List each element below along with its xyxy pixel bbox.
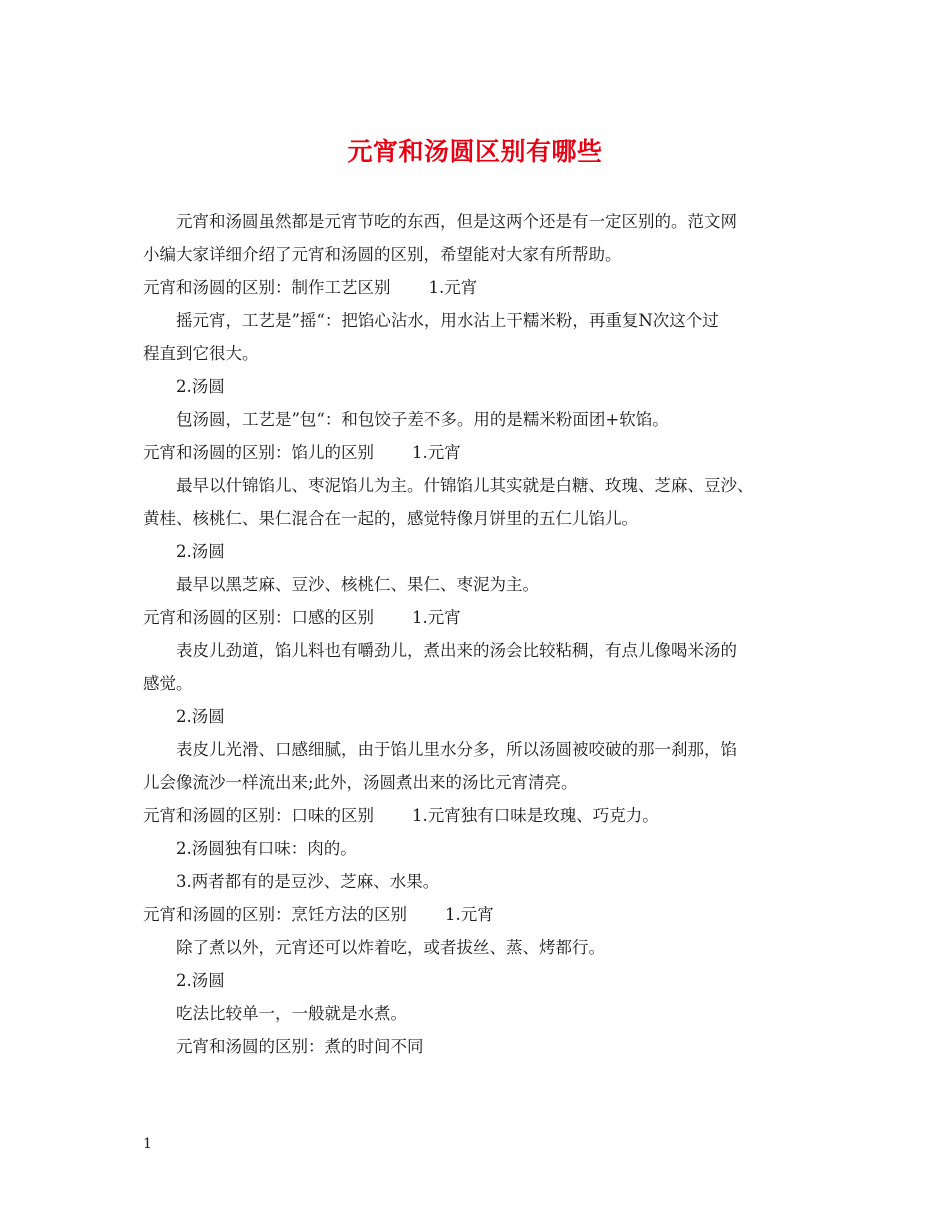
section-heading: 元宵和汤圆的区别：煮的时间不同 bbox=[176, 1037, 424, 1056]
paragraph-line: 除了煮以外，元宵还可以炸着吃，或者拔丝、蒸、烤都行。 bbox=[176, 938, 605, 957]
section-heading-line bbox=[143, 601, 823, 634]
sub-item: 1.元宵 bbox=[445, 905, 494, 924]
paragraph-line: 吃法比较单一，一般就是水煮。 bbox=[176, 1004, 407, 1023]
paragraph-line: 包汤圆，工艺是”包“：和包饺子差不多。用的是糯米粉面团+软馅。 bbox=[176, 410, 669, 429]
section-heading-line bbox=[143, 271, 823, 304]
paragraph-line: 程直到它很大。 bbox=[143, 344, 259, 363]
sub-item: 2.汤圆 bbox=[176, 707, 225, 726]
paragraph-line: 元宵和汤圆虽然都是元宵节吃的东西，但是这两个还是有一定区别的。范文网 bbox=[176, 212, 737, 231]
sub-item: 1.元宵 bbox=[412, 608, 461, 627]
sub-item: 2.汤圆 bbox=[176, 377, 225, 396]
paragraph-line: 表皮儿光滑、口感细腻，由于馅儿里水分多，所以汤圆被咬破的那一刹那，馅 bbox=[176, 740, 737, 759]
section-heading-line bbox=[143, 436, 823, 469]
sub-item: 2.汤圆 bbox=[176, 971, 225, 990]
sub-item: 2.汤圆 bbox=[176, 542, 225, 561]
section-heading: 元宵和汤圆的区别：口味的区别 bbox=[143, 806, 374, 825]
paragraph-line: 感觉。 bbox=[143, 674, 193, 693]
paragraph-line: 最早以黑芝麻、豆沙、核桃仁、果仁、枣泥为主。 bbox=[176, 575, 539, 594]
paragraph-line: 黄桂、核桃仁、果仁混合在一起的，感觉特像月饼里的五仁儿馅儿。 bbox=[143, 509, 638, 528]
document-body bbox=[143, 205, 823, 1063]
paragraph-line: 表皮儿劲道，馅儿料也有嚼劲儿，煮出来的汤会比较粘稠，有点儿像喝米汤的 bbox=[176, 641, 737, 660]
paragraph-line: 最早以什锦馅儿、枣泥馅儿为主。什锦馅儿其实就是白糖、玫瑰、芝麻、豆沙、 bbox=[176, 476, 754, 495]
section-heading: 元宵和汤圆的区别：制作工艺区别 bbox=[143, 278, 391, 297]
sub-item: 2.汤圆独有口味：肉的。 bbox=[176, 839, 357, 858]
paragraph-line: 儿会像流沙一样流出来;此外，汤圆煮出来的汤比元宵清亮。 bbox=[143, 773, 578, 792]
section-heading: 元宵和汤圆的区别：馅儿的区别 bbox=[143, 443, 374, 462]
paragraph-line: 小编大家详细介绍了元宵和汤圆的区别，希望能对大家有所帮助。 bbox=[143, 245, 622, 264]
section-heading-line bbox=[143, 898, 823, 931]
section-heading-line bbox=[143, 799, 823, 832]
sub-item: 3.两者都有的是豆沙、芝麻、水果。 bbox=[176, 872, 440, 891]
document-title: 元宵和汤圆区别有哪些 bbox=[347, 137, 603, 166]
sub-item: 1.元宵独有口味是玫瑰、巧克力。 bbox=[412, 806, 659, 825]
section-heading: 元宵和汤圆的区别：口感的区别 bbox=[143, 608, 374, 627]
paragraph-line: 摇元宵，工艺是”摇“：把馅心沾水，用水沾上干糯米粉，再重复N次这个过 bbox=[176, 311, 719, 330]
sub-item: 1.元宵 bbox=[412, 443, 461, 462]
sub-item: 1.元宵 bbox=[428, 278, 478, 297]
page-number: 1 bbox=[143, 1136, 152, 1152]
section-heading: 元宵和汤圆的区别：烹饪方法的区别 bbox=[143, 905, 407, 924]
